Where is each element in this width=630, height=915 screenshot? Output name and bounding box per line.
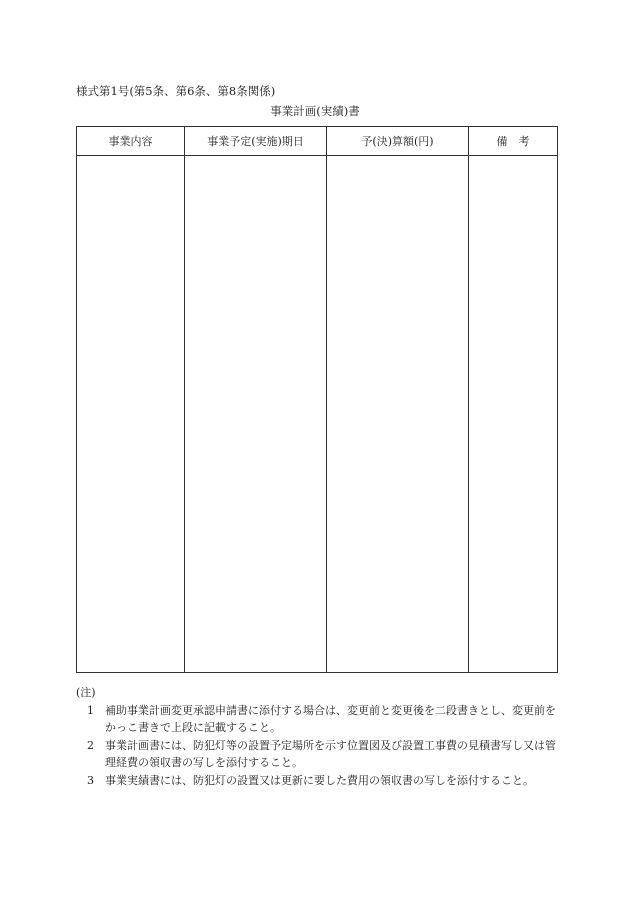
form-number: 様式第1号(第5条、第6条、第8条関係) xyxy=(76,84,276,98)
notes-heading: (注) xyxy=(76,686,96,699)
notes-section xyxy=(76,684,557,789)
note-item-2 xyxy=(76,737,557,772)
table-row xyxy=(77,156,558,673)
cell-budget-amount[interactable] xyxy=(327,156,469,673)
table-header-row xyxy=(77,127,558,156)
header-budget-amount: 予(決)算額(円) xyxy=(327,127,469,156)
note-text: 補助事業計画変更承認申請書に添付する場合は、変更前と変更後を二段書きとし、変更前をかっこ書きで上段に記載すること。 xyxy=(105,703,556,734)
header-project-content: 事業内容 xyxy=(77,127,185,156)
note-number: 2 xyxy=(87,738,94,752)
cell-remarks[interactable] xyxy=(469,156,558,673)
note-item-1 xyxy=(76,702,557,737)
note-text: 事業実績書には、防犯灯の設置又は更新に要した費用の領収書の写しを添付すること。 xyxy=(105,773,534,787)
note-item-3 xyxy=(76,772,557,790)
header-remarks: 備 考 xyxy=(469,127,558,156)
note-text: 事業計画書には、防犯灯等の設置予定場所を示す位置図及び設置工事費の見積書写し又は管理経費の領収書の写しを添付すること。 xyxy=(105,738,556,769)
cell-scheduled-date[interactable] xyxy=(185,156,327,673)
cell-project-content[interactable] xyxy=(77,156,185,673)
document-title: 事業計画(実績)書 xyxy=(270,104,360,118)
header-scheduled-date: 事業予定(実施)期日 xyxy=(185,127,327,156)
plan-table xyxy=(76,126,558,673)
note-number: 1 xyxy=(87,703,94,717)
note-number: 3 xyxy=(87,773,94,787)
